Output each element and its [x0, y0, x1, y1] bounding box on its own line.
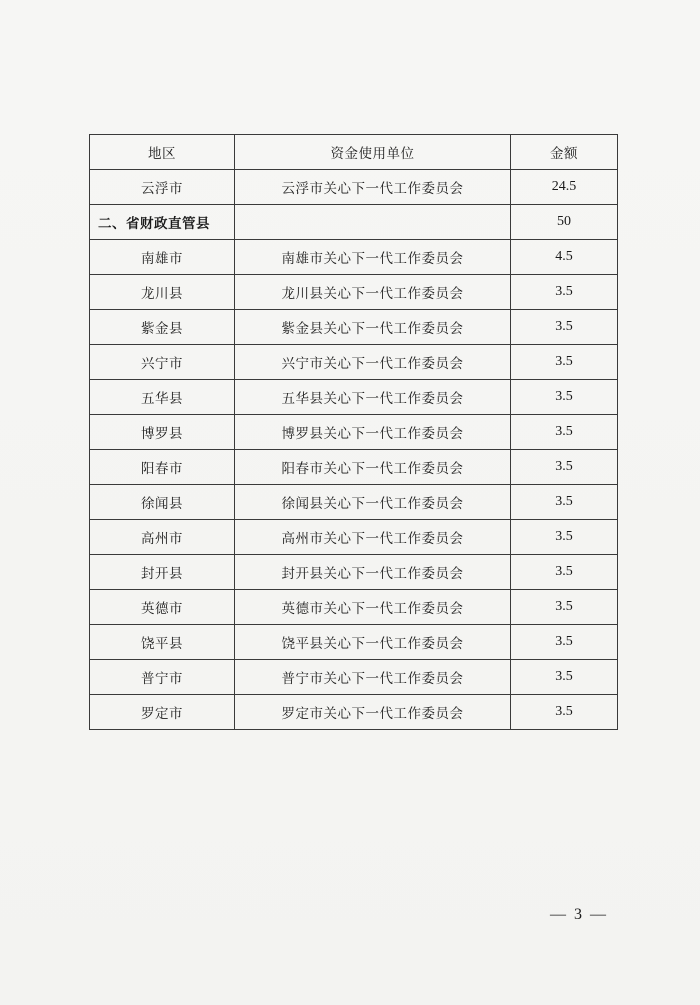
section-title: 二、省财政直管县: [90, 205, 235, 240]
unit-cell: 兴宁市关心下一代工作委员会: [235, 345, 511, 380]
region-cell: 紫金县: [90, 310, 235, 345]
table-row: [90, 590, 618, 625]
region-cell: 英德市: [90, 590, 235, 625]
table-row: [90, 485, 618, 520]
table-row: [90, 555, 618, 590]
region-cell: 普宁市: [90, 660, 235, 695]
unit-cell: [235, 205, 511, 240]
region-cell: 云浮市: [90, 170, 235, 205]
table-row: [90, 345, 618, 380]
region-cell: 龙川县: [90, 275, 235, 310]
amount-cell: 3.5: [511, 625, 618, 660]
unit-cell: 饶平县关心下一代工作委员会: [235, 625, 511, 660]
region-cell: 封开县: [90, 555, 235, 590]
amount-cell: 24.5: [511, 170, 618, 205]
unit-cell: 紫金县关心下一代工作委员会: [235, 310, 511, 345]
unit-cell: 高州市关心下一代工作委员会: [235, 520, 511, 555]
amount-cell: 3.5: [511, 450, 618, 485]
unit-cell: 罗定市关心下一代工作委员会: [235, 695, 511, 730]
table-body: [90, 170, 618, 730]
table-header-row: [90, 135, 618, 170]
region-cell: 阳春市: [90, 450, 235, 485]
table-row: [90, 625, 618, 660]
region-cell: 徐闻县: [90, 485, 235, 520]
amount-cell: 3.5: [511, 485, 618, 520]
table-row: [90, 170, 618, 205]
fund-allocation-table: [89, 134, 618, 730]
header-region: 地区: [90, 135, 235, 170]
amount-cell: 3.5: [511, 310, 618, 345]
amount-cell: 4.5: [511, 240, 618, 275]
amount-cell: 3.5: [511, 695, 618, 730]
header-amount: 金额: [511, 135, 618, 170]
amount-cell: 3.5: [511, 345, 618, 380]
amount-cell: 3.5: [511, 520, 618, 555]
amount-cell: 3.5: [511, 415, 618, 450]
header-unit: 资金使用单位: [235, 135, 511, 170]
amount-cell: 3.5: [511, 275, 618, 310]
unit-cell: 徐闻县关心下一代工作委员会: [235, 485, 511, 520]
amount-cell: 3.5: [511, 660, 618, 695]
table-row: [90, 520, 618, 555]
table-row: [90, 310, 618, 345]
unit-cell: 封开县关心下一代工作委员会: [235, 555, 511, 590]
table-row: [90, 660, 618, 695]
table-header: [90, 135, 618, 170]
unit-cell: 英德市关心下一代工作委员会: [235, 590, 511, 625]
unit-cell: 云浮市关心下一代工作委员会: [235, 170, 511, 205]
region-cell: 南雄市: [90, 240, 235, 275]
unit-cell: 龙川县关心下一代工作委员会: [235, 275, 511, 310]
unit-cell: 博罗县关心下一代工作委员会: [235, 415, 511, 450]
unit-cell: 五华县关心下一代工作委员会: [235, 380, 511, 415]
unit-cell: 普宁市关心下一代工作委员会: [235, 660, 511, 695]
amount-cell: 3.5: [511, 590, 618, 625]
table-row: [90, 415, 618, 450]
amount-cell: 3.5: [511, 555, 618, 590]
region-cell: 五华县: [90, 380, 235, 415]
region-cell: 罗定市: [90, 695, 235, 730]
unit-cell: 阳春市关心下一代工作委员会: [235, 450, 511, 485]
unit-cell: 南雄市关心下一代工作委员会: [235, 240, 511, 275]
table-row: [90, 275, 618, 310]
page-number: — 3 —: [550, 906, 608, 923]
region-cell: 博罗县: [90, 415, 235, 450]
region-cell: 高州市: [90, 520, 235, 555]
table-row: [90, 695, 618, 730]
section-row: [90, 205, 618, 240]
table-row: [90, 450, 618, 485]
region-cell: 饶平县: [90, 625, 235, 660]
region-cell: 兴宁市: [90, 345, 235, 380]
amount-cell: 3.5: [511, 380, 618, 415]
amount-cell: 50: [511, 205, 618, 240]
table-row: [90, 380, 618, 415]
table-row: [90, 240, 618, 275]
